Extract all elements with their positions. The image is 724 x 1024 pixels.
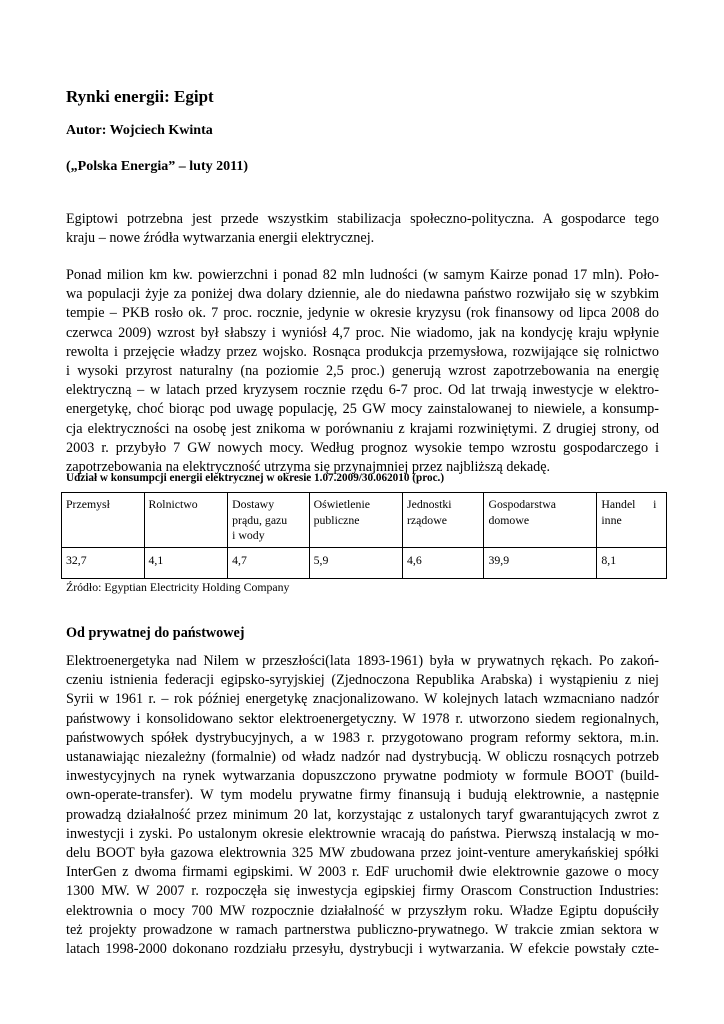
text-line: Elektroenergetyka nad Nilem w przeszłości(lata 1893-1961) była w prywatnych rękach. Po zakoń-	[66, 653, 659, 669]
publication-source: („Polska Energia” – luty 2011)	[66, 159, 249, 174]
header-cell-line: domowe	[488, 512, 530, 527]
header-cell-line: Dostawy	[232, 497, 275, 511]
text-line: wa populacji żyje za poniżej dwa dolary dziennie, ale do niedawna państwo rozwijało się w szybkim	[66, 286, 659, 303]
text-line: Ponad milion km kw. powierzchni i ponad 82 mln ludności (w samym Kairze ponad 17 mln). Poło-	[66, 267, 659, 283]
text-line: latach 1998-2000 dokonano rozdziału przesyłu, dystrybucji i wytwarzania. W efekcie powstały czte-	[66, 941, 659, 958]
header-cell-line: Oświetlenie	[313, 497, 370, 511]
text-line: energetykę, choć biorąc pod uwagę populację, 25 GW mocy zainstalowanej to niewiele, a konsump-	[66, 401, 659, 418]
value-cell: 4,7	[228, 548, 309, 579]
header-cell-line: i wody	[232, 528, 265, 542]
text-line: cja elektryczności na osobę jest znikoma w porównaniu z krajami rozwiniętymi. Z drugiej strony, od	[66, 420, 659, 437]
header-cell-line: Przemysł	[66, 497, 110, 511]
text-line: Syrii w 1961 r. – rok później energetykę znacjonalizowano. W kolejnych latach wzmacniano nadzór	[66, 691, 659, 708]
text-line: InterGen z dwoma firmami egipskimi. W 2003 r. EdF uruchomił dwie elektrownie gazowe o mocy	[66, 864, 659, 881]
text-line: ustanawiając niezależny (formalnie) od władz nadzór nad dystrybucją. W obliczu rosnących potrzeb	[66, 749, 659, 766]
text-line: państwowy i konsolidowano sektor elektroenergetyczny. W 1978 r. utworzono siedem regionalnych,	[66, 710, 659, 727]
consumption-share-table	[61, 492, 667, 579]
section-heading: Od prywatnej do państwowej	[66, 625, 245, 641]
text-line: own-operate-transfer). W tym modelu prywatne firmy finansują i budują elektrownie, a następnie	[66, 787, 659, 804]
text-line: 1300 MW. W 2007 r. rozpoczęła się inwestycja egipskiej firmy Orascom Construction Industries:	[66, 883, 659, 900]
value-cell: 32,7	[62, 548, 145, 579]
paragraph-overview	[66, 266, 659, 477]
text-line: delu BOOT była gazowa elektrownia 325 MW zbudowana przez joint-venture amerykańskiej spółki	[66, 845, 659, 862]
header-cell-utilities	[228, 493, 309, 548]
header-cell-line: Jednostki	[407, 497, 452, 511]
header-cell-line: inne	[601, 512, 622, 527]
article-title: Rynki energii: Egipt	[66, 87, 214, 106]
header-cell-trade-other	[597, 493, 667, 548]
table-values-row	[62, 548, 667, 579]
text-line: kraju – nowe źródła wytwarzania energii elektrycznej.	[66, 230, 375, 247]
text-line: czerwca 2009) wzrost był słabszy i wyniósł 4,7 proc. Nie wiadomo, jak na kondycję kraju wpłynie	[66, 324, 659, 341]
text-line: rewolta i przejęcie władzy przez wojsko. Rosnąca produkcja przemysłowa, rozwijające się rolnictwo	[66, 343, 659, 360]
header-cell-agriculture	[144, 493, 228, 548]
text-line: inwestycji i zyski. Po ustalonym okresie elektrownie wracają do państwa. Pierwszą instalacją w mo-	[66, 825, 659, 842]
table-caption: Udział w konsumpcji energii elektrycznej w okresie 1.07.2009/30.062010 (proc.)	[66, 472, 445, 484]
text-line: czeniu istnienia federacji egipsko-syryjskiej (Zjednoczona Republika Arabska) i wystąpieniu z niej	[66, 672, 659, 689]
header-cell-households	[484, 493, 597, 548]
text-line: Egiptowi potrzebna jest przede wszystkim stabilizacja społeczno-polityczna. A gospodarce tego	[66, 211, 659, 227]
value-cell: 4,6	[403, 548, 484, 579]
article-author: Autor: Wojciech Kwinta	[66, 123, 213, 138]
header-cell-line: Handel i	[601, 497, 657, 511]
text-line: elektrownia o mocy 700 MW rozpocznie działalność w przyszłym roku. Władze Egiptu dopuściły	[66, 902, 659, 919]
value-cell: 39,9	[484, 548, 597, 579]
text-line: też projekty prowadzone w ramach partnerstwa publiczno-prywatnego. W trakcie zmian sektora w	[66, 921, 659, 938]
text-line: tempie – PKB rosło ok. 7 proc. rocznie, jedynie w okresie kryzysu (rok finansowy od lipca 2008 do	[66, 305, 659, 322]
text-line: państwowych spółek dystrybucyjnych, a w 1983 r. przygotowano program reformy sektora, m.in.	[66, 729, 659, 746]
text-line: prowadzą działalność przez minimum 20 lat, korzystając z ustalonych taryf gwarantujących zwrot z	[66, 806, 659, 823]
table-header-row	[62, 493, 667, 548]
header-cell-line: prądu, gazu	[232, 512, 288, 527]
paragraph-intro	[66, 210, 659, 248]
header-cell-government	[403, 493, 484, 548]
text-line: i wysoki przyrost naturalny (na poziomie 2,5 proc.) generują wzrost zapotrzebowania na energię	[66, 363, 659, 380]
table-source-note: Źródło: Egyptian Electricity Holding Company	[66, 580, 290, 594]
paragraph-history	[66, 652, 659, 959]
value-cell: 8,1	[597, 548, 667, 579]
header-cell-line: Gospodarstwa	[488, 497, 556, 511]
text-line: zapotrzebowania na elektryczność utrzyma się przynajmniej przez najbliższą dekadę.	[66, 459, 551, 476]
header-cell-line: publiczne	[313, 512, 360, 527]
header-cell-line: rządowe	[407, 512, 447, 527]
text-line: elektryczną – w latach przed kryzysem rocznie rzędu 6-7 proc. Od lat trwają inwestycje w elektro-	[66, 382, 659, 399]
value-cell: 4,1	[144, 548, 228, 579]
header-cell-public-lighting	[309, 493, 402, 548]
header-cell-line: Rolnictwo	[148, 497, 198, 511]
text-line: inwestycyjnych na rynek wytwarzania dopuszczono prywatne podmioty w formule BOOT (build-	[66, 768, 659, 785]
header-cell-industry	[62, 493, 145, 548]
text-line: 2003 r. przybyło 7 GW nowych mocy. Według prognoz wysokie tempo wzrostu gospodarczego i	[66, 439, 659, 456]
value-cell: 5,9	[309, 548, 402, 579]
